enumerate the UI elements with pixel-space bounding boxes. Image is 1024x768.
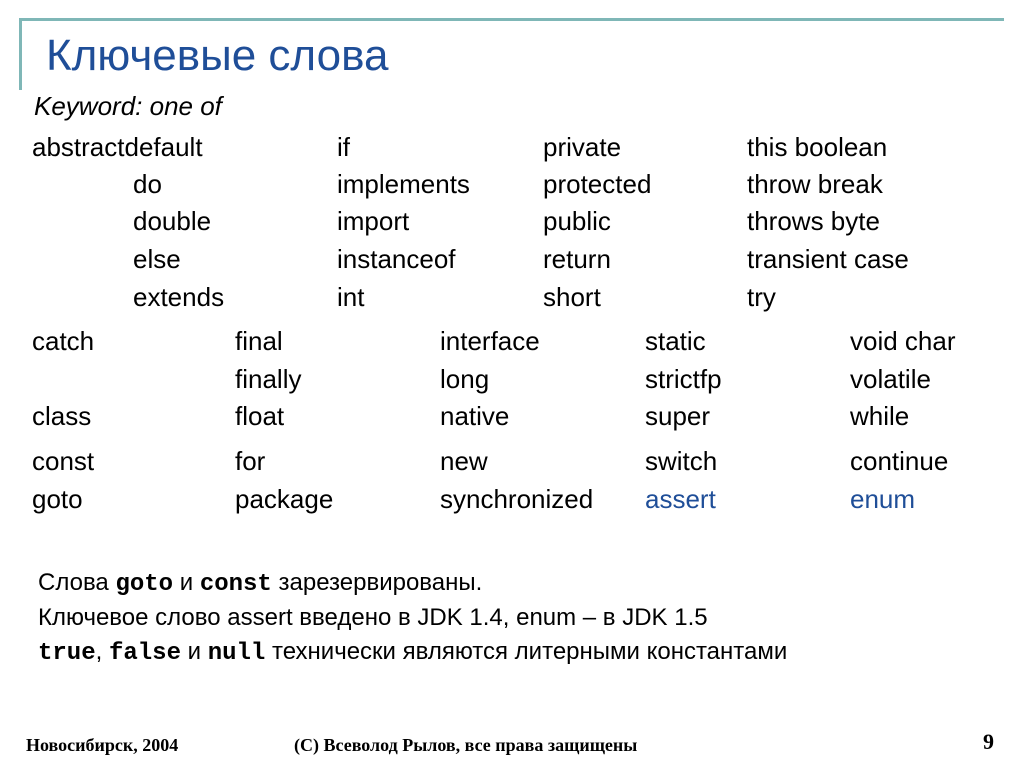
keyword: do: [133, 169, 162, 199]
keyword: return: [543, 244, 611, 274]
keyword: extends: [133, 282, 225, 312]
keyword: finally: [235, 364, 302, 394]
note-text: Слова: [38, 569, 116, 596]
keyword: super: [645, 401, 711, 431]
keyword: float: [235, 401, 285, 431]
keyword: import: [337, 206, 410, 236]
keyword: instanceof: [337, 244, 456, 274]
keyword: throw break: [747, 169, 883, 199]
slide-title: Ключевые слова: [46, 31, 389, 80]
note-text: ,: [95, 638, 109, 665]
keyword-highlighted: assert: [645, 484, 716, 514]
keyword: if: [337, 132, 350, 162]
keyword: this boolean: [747, 132, 888, 162]
keyword: while: [850, 401, 910, 431]
keyword: short: [543, 282, 601, 312]
keyword: strictfp: [645, 364, 722, 394]
keyword: final: [235, 326, 283, 356]
keyword: transient case: [747, 244, 909, 274]
keyword: try: [747, 282, 776, 312]
keyword: implements: [337, 169, 470, 199]
note-text: зарезервированы.: [271, 569, 483, 596]
footer-copyright: (С) Всеволод Рылов, все права защищены: [294, 735, 638, 755]
slide-frame-vertical: [19, 18, 22, 90]
keyword: double: [133, 206, 212, 236]
keyword: static: [645, 326, 706, 356]
code-null: null: [207, 640, 266, 667]
keyword: volatile: [850, 364, 931, 394]
keyword: continue: [850, 446, 949, 476]
keyword: goto: [32, 484, 83, 514]
note-jdk-versions: Ключевое слово assert введено в JDK 1.4, enum – в JDK 1.5: [38, 604, 708, 631]
keyword: long: [440, 364, 490, 394]
note-reserved: [38, 568, 482, 600]
code-const: const: [199, 571, 272, 598]
keyword: int: [337, 282, 365, 312]
note-literals: [38, 637, 787, 669]
keyword: for: [235, 446, 266, 476]
slide-subtitle: Keyword: one of: [34, 91, 222, 121]
note-text: и: [173, 569, 200, 596]
keyword: public: [543, 206, 611, 236]
page-number: 9: [983, 729, 994, 754]
code-true: true: [38, 640, 96, 667]
keyword: catch: [32, 326, 95, 356]
keyword: else: [133, 244, 181, 274]
keyword: class: [32, 401, 92, 431]
slide-frame-horizontal: [19, 18, 1004, 21]
code-false: false: [108, 640, 181, 667]
keyword-highlighted: enum: [850, 484, 916, 514]
keyword: void char: [850, 326, 956, 356]
note-text: и: [180, 638, 208, 665]
keyword: package: [235, 484, 334, 514]
keyword: const: [32, 446, 95, 476]
keyword: interface: [440, 326, 540, 356]
keyword: throws byte: [747, 206, 880, 236]
footer-city-year: Новосибирск, 2004: [26, 735, 179, 755]
keyword: abstractdefault: [32, 132, 203, 162]
code-goto: goto: [115, 571, 174, 598]
keyword: switch: [645, 446, 718, 476]
keyword: synchronized: [440, 484, 594, 514]
keyword: protected: [543, 169, 652, 199]
keyword: new: [440, 446, 488, 476]
keyword: private: [543, 132, 622, 162]
keyword: native: [440, 401, 510, 431]
note-text: технически являются литерными константами: [265, 638, 788, 665]
